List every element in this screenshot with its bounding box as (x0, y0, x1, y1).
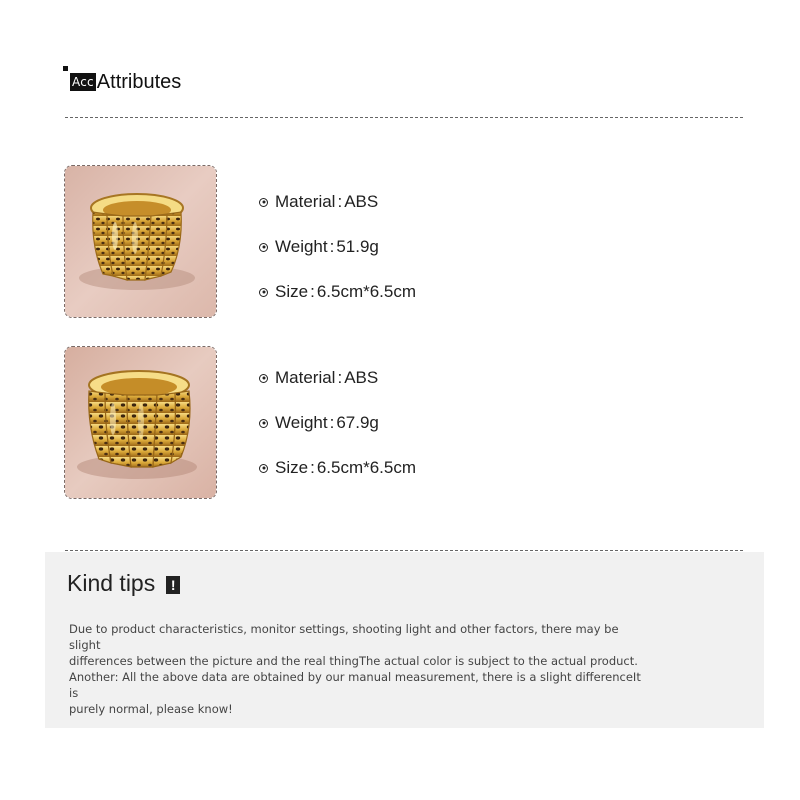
attribute-separator: : (310, 282, 315, 301)
attribute-separator: : (310, 458, 315, 477)
attributes-header (70, 70, 181, 94)
bullet-icon (259, 419, 268, 428)
corner-marker (63, 66, 68, 71)
attribute-material (259, 364, 416, 392)
attribute-label: Material (275, 368, 336, 387)
attribute-value: ABS (344, 368, 379, 387)
attribute-value: 67.9g (336, 413, 379, 432)
tips-text (69, 621, 649, 717)
bullet-icon (259, 288, 268, 297)
attribute-value: 6.5cm*6.5cm (316, 458, 417, 477)
attribute-value: ABS (344, 192, 379, 211)
bullet-icon (259, 198, 268, 207)
tips-title: Kind tips (67, 570, 156, 596)
attribute-value: 6.5cm*6.5cm (316, 282, 417, 301)
tips-line: differences between the picture and the real thingThe actual color is subject to the actual product. (69, 654, 638, 668)
acc-badge: Acc (72, 75, 94, 89)
attribute-value: 51.9g (336, 237, 379, 256)
section-title: Attributes (96, 70, 182, 93)
attribute-label: Size (275, 282, 309, 301)
attribute-weight (259, 233, 416, 261)
attribute-label: Weight (275, 237, 328, 256)
top-divider (65, 117, 743, 118)
attribute-size (259, 278, 416, 306)
tips-line: Another: All the above data are obtained by our manual measurement, there is a slight differenceIt is (69, 670, 641, 700)
attribute-separator: : (329, 237, 335, 256)
bullet-icon (259, 374, 268, 383)
attribute-label: Weight (275, 413, 328, 432)
product-image-2 (64, 346, 217, 499)
attribute-label: Size (275, 458, 309, 477)
bottom-divider (65, 550, 743, 551)
attribute-separator: : (337, 192, 343, 211)
tips-line: Due to product characteristics, monitor settings, shooting light and other factors, there may be slight (69, 622, 619, 652)
bullet-icon (259, 243, 268, 252)
tips-line: purely normal, please know! (69, 702, 233, 716)
exclamation-icon: ! (166, 576, 180, 594)
attribute-separator: : (337, 368, 343, 387)
kind-tips-panel (45, 552, 764, 728)
bracelet-photo (65, 166, 216, 317)
product-attributes-2 (259, 364, 416, 499)
product-attributes-1 (259, 188, 416, 323)
attribute-weight (259, 409, 416, 437)
product-image-1 (64, 165, 217, 318)
attribute-material (259, 188, 416, 216)
attribute-label: Material (275, 192, 336, 211)
tips-heading (67, 570, 180, 597)
bracelet-photo (65, 347, 216, 498)
attribute-separator: : (329, 413, 335, 432)
bullet-icon (259, 464, 268, 473)
attribute-size (259, 454, 416, 482)
